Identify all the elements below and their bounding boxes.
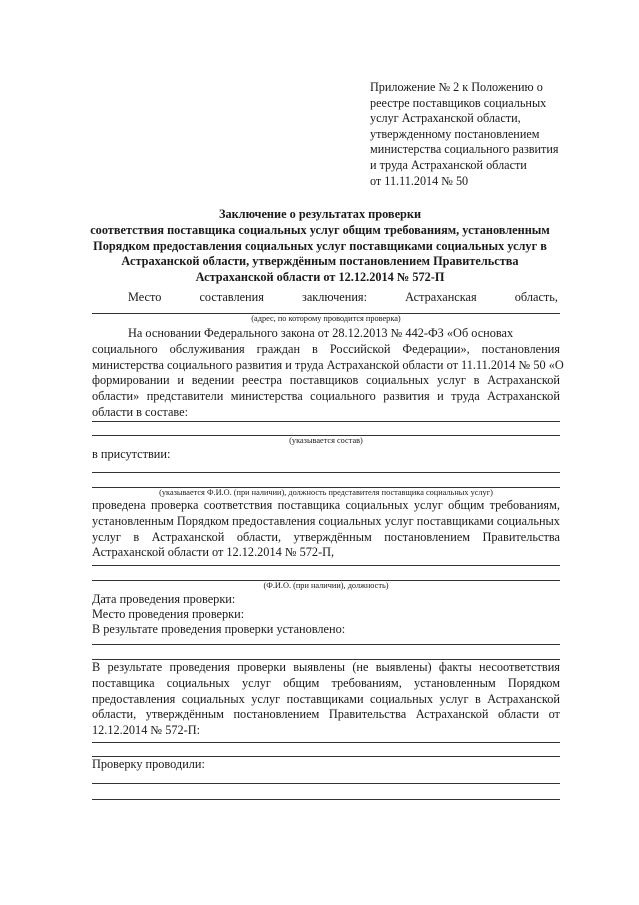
word: социальных bbox=[181, 691, 245, 706]
word: общим bbox=[448, 498, 485, 512]
appendix-note bbox=[370, 80, 600, 189]
word: труда bbox=[451, 389, 480, 404]
word: предоставления bbox=[92, 691, 176, 706]
word: поставщиками bbox=[286, 691, 364, 706]
word: Федерации», bbox=[402, 341, 470, 356]
word: Правительства bbox=[328, 707, 407, 722]
appendix-line: утвержденному постановлением bbox=[370, 126, 540, 141]
word: социальных bbox=[370, 691, 434, 706]
place-line bbox=[128, 290, 558, 305]
fill-line[interactable] bbox=[92, 472, 560, 473]
word: Астраханской bbox=[415, 707, 489, 722]
fill-line[interactable] bbox=[92, 783, 560, 784]
word: социальных bbox=[345, 498, 409, 512]
word: развития bbox=[383, 389, 430, 404]
word: социальных bbox=[366, 373, 430, 388]
word: утверждённым bbox=[145, 707, 224, 722]
word: услуг bbox=[241, 675, 271, 690]
paragraph-last-line: области в составе: bbox=[92, 404, 189, 419]
word: установленным bbox=[413, 675, 496, 690]
paragraph-line bbox=[92, 530, 560, 546]
fill-line[interactable] bbox=[92, 799, 560, 800]
word: Российской bbox=[329, 341, 391, 356]
paragraph-line bbox=[92, 660, 560, 676]
fill-line[interactable] bbox=[92, 644, 560, 645]
word: услуг bbox=[92, 529, 121, 544]
appendix-line: услуг Астраханской области, bbox=[370, 111, 521, 126]
word: обслуживания bbox=[169, 341, 245, 356]
word: социального bbox=[92, 341, 158, 356]
word: министерства социального развития и труда Астраханской области от 11.11.2014 № 50 «О bbox=[92, 357, 564, 372]
fill-line[interactable] bbox=[92, 421, 560, 422]
appendix-line: от 11.11.2014 № 50 bbox=[370, 173, 469, 188]
word: и bbox=[437, 389, 444, 404]
word: проверки bbox=[237, 660, 286, 674]
word: поставщиками bbox=[416, 513, 494, 528]
place-word: область, bbox=[514, 290, 558, 304]
word: постановления bbox=[481, 341, 560, 356]
word: выявлены) bbox=[375, 660, 432, 674]
paragraph-line bbox=[92, 373, 560, 389]
appendix-line: Приложение № 2 к Положению о bbox=[370, 80, 543, 94]
word: области bbox=[497, 707, 540, 722]
inspectors-label: Проверку проводили: bbox=[92, 757, 205, 771]
paragraph-line bbox=[92, 676, 560, 692]
appendix-line: и труда Астраханской области bbox=[370, 157, 527, 172]
composition-caption: (указывается состав) bbox=[289, 436, 363, 445]
word: Порядком bbox=[176, 513, 230, 528]
check-place-label: Место проведения проверки: bbox=[92, 607, 245, 621]
word: поставщиков bbox=[289, 373, 359, 388]
word: проведения bbox=[169, 660, 230, 674]
word: соответствия bbox=[203, 498, 273, 512]
fill-line[interactable] bbox=[92, 742, 560, 743]
word: постановлением bbox=[384, 529, 471, 544]
word: поставщика bbox=[277, 498, 341, 512]
title-line: Порядком предоставления социальных услуг поставщиками социальных услуг в bbox=[93, 238, 547, 253]
word: области» bbox=[92, 389, 140, 404]
paragraph-line bbox=[92, 389, 560, 405]
place-word: Астраханская bbox=[405, 290, 477, 304]
paragraph-line bbox=[92, 692, 560, 708]
word: услуг bbox=[439, 691, 469, 706]
word: Астраханской bbox=[487, 373, 560, 388]
place-word: составления bbox=[199, 290, 264, 304]
word: предоставления bbox=[232, 513, 316, 528]
basis-paragraph bbox=[92, 326, 564, 421]
title-line: Астраханской области, утверждённым постановлением Правительства bbox=[121, 254, 519, 269]
word: требованиям, bbox=[489, 498, 560, 512]
word: и bbox=[177, 373, 184, 388]
word: в bbox=[133, 529, 140, 544]
fio-caption: (Ф.И.О. (при наличии), должность) bbox=[263, 581, 389, 590]
word: в bbox=[474, 691, 481, 706]
document-title bbox=[80, 207, 560, 286]
check-result-label: В результате проведения проверки установлено: bbox=[92, 622, 346, 636]
word: социального bbox=[310, 389, 376, 404]
word: области, bbox=[236, 529, 282, 544]
word: утверждённым bbox=[293, 529, 372, 544]
word: Порядком bbox=[507, 675, 560, 690]
word: социальных bbox=[496, 513, 560, 528]
fill-line[interactable] bbox=[92, 565, 560, 566]
word: (не bbox=[352, 660, 369, 674]
violations-paragraph bbox=[92, 660, 560, 739]
title-line: Заключение о результатах проверки bbox=[218, 207, 422, 221]
presence-label: в присутствии: bbox=[92, 447, 171, 461]
paragraph-line bbox=[92, 707, 560, 723]
place-word: заключения: bbox=[301, 290, 367, 304]
appendix-line: реестре поставщиков социальных bbox=[370, 95, 547, 110]
word: области, bbox=[92, 707, 137, 722]
word: постановлением bbox=[233, 707, 320, 722]
title-line: соответствия поставщика социальных услуг общим требованиям, установленным bbox=[90, 222, 550, 237]
word: реестра bbox=[241, 373, 282, 388]
word: требованиям, bbox=[331, 675, 402, 690]
representative-caption: (указывается Ф.И.О. (при наличии), должность представителя поставщика социальных услуг) bbox=[159, 488, 493, 497]
place-caption: (адрес, по которому проводится проверка) bbox=[251, 314, 401, 323]
paragraph-line bbox=[92, 498, 560, 514]
word: Астраханской bbox=[151, 529, 225, 544]
word: в bbox=[473, 373, 480, 388]
word: услуг bbox=[384, 513, 414, 528]
paragraph-last-line: 12.12.2014 № 572-П: bbox=[92, 723, 201, 738]
word: несоответствия bbox=[479, 660, 560, 674]
word: услуг bbox=[413, 498, 443, 512]
word: установленным bbox=[92, 513, 174, 528]
word: проведена bbox=[92, 498, 146, 512]
paragraph-line bbox=[92, 326, 560, 342]
word: услуг bbox=[251, 691, 281, 706]
paragraph-line bbox=[92, 514, 560, 530]
word: от bbox=[548, 707, 560, 722]
paragraph-line bbox=[92, 342, 560, 358]
appendix-line: министерства социального развития bbox=[370, 142, 559, 157]
word: поставщика bbox=[92, 675, 155, 690]
word: выявлены bbox=[293, 660, 346, 674]
word: общим bbox=[283, 675, 320, 690]
check-date-label: Дата проведения проверки: bbox=[92, 592, 236, 606]
paragraph-line bbox=[92, 357, 564, 374]
paragraph-last-line: Астраханской области от 12.12.2014 № 572-П, bbox=[92, 545, 335, 560]
word: Астраханской bbox=[487, 389, 560, 404]
word: в bbox=[312, 341, 318, 356]
word: формировании bbox=[92, 373, 170, 388]
word: министерства bbox=[230, 389, 303, 404]
word: граждан bbox=[256, 341, 301, 356]
word: социальных bbox=[318, 513, 382, 528]
word: На основании Федерального закона от 28.12.2013 № 442-ФЗ «Об основах bbox=[128, 326, 514, 340]
word: социальных bbox=[166, 675, 230, 690]
word: Астраханской bbox=[487, 691, 560, 706]
word: результате bbox=[107, 660, 163, 674]
word: Правительства bbox=[482, 529, 560, 544]
word: ведении bbox=[191, 373, 235, 388]
word: проверка bbox=[150, 498, 199, 512]
place-word: Место bbox=[128, 290, 162, 304]
title-line: Астраханской области от 12.12.2014 № 572-П bbox=[195, 270, 445, 285]
word: представители bbox=[146, 389, 224, 404]
word: услуг bbox=[436, 373, 466, 388]
conducted-paragraph bbox=[92, 498, 560, 561]
word: В bbox=[92, 660, 101, 674]
word: факты bbox=[438, 660, 472, 674]
